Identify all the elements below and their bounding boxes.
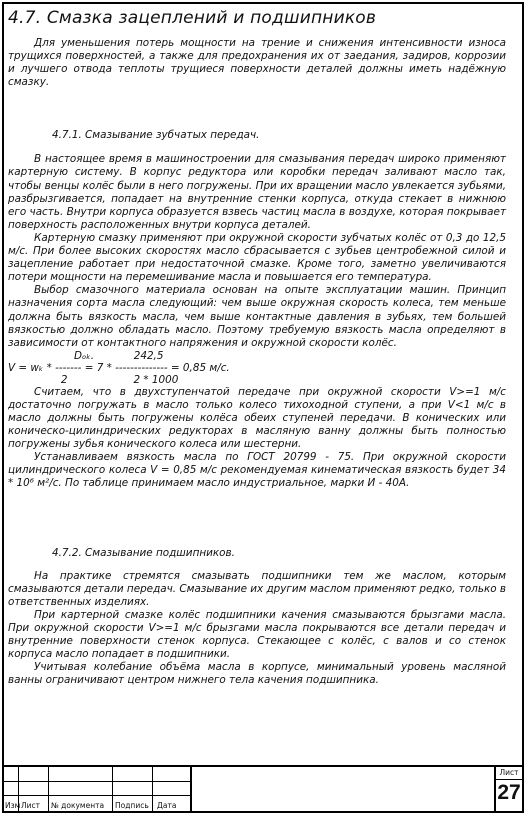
gears-paragraph-3: Выбор смазочного материала основан на опыте эксплуатации машин. Принцип назначения сорта масла следующий: чем выше окружная скорость колеса, тем меньше должна быть вязкость масла, чем выше контактные давления в зубьях, тем большей вязкостью должно обладать масло. Поэтому требуемую вязкость масла определяют в зависимости от контактного напряжения и окружной скорости колёс. <box>8 284 506 349</box>
spacer <box>8 89 506 129</box>
sheet-number-box <box>494 767 522 811</box>
stamp-label-date: Дата <box>157 801 177 810</box>
formula-line-3: 2 2 * 1000 <box>8 373 179 386</box>
stamp-label-document: № документа <box>51 801 105 810</box>
bearings-paragraph-1: На практике стремятся смазывать подшипники тем же маслом, которым смазываются детали передач. Смазывание их другим маслом применяют редко, только в ответственных изделиях. <box>8 569 507 608</box>
formula-line-2: V = wₖ * ------- = 7 * -------------- = 0,85 м/с. <box>8 361 230 374</box>
sheet-number: 27 <box>497 781 521 804</box>
gears-paragraph-2: Картерную смазку применяют при окружной скорости зубчатых колёс от 0,3 до 12,5 м/с. При более высоких скоростях масло сбрасывается с зубьев центробежной силой и зацепление работает при недостаточной смазке. Кроме того, заметно увеличиваются потери мощности на перемешивание масла и повышается его температура. <box>8 231 506 284</box>
gears-paragraph-4: Считаем, что в двухступенчатой передаче при окружной скорости V>=1 м/с достаточно погружать в масло только колесо тихоходной ступени, а при V<1 м/с в масло должны быть погружены колёса обеих ступеней передачи. В конических или коническо-цилиндрических редукторах в масляную ванну должны быть полностью погружены зубья конического колеса или шестерни. <box>8 385 506 451</box>
sheet-label: Лист <box>496 768 522 780</box>
bearings-paragraph-2: При картерной смазке колёс подшипники качения смазываются брызгами масла. При окружной скорости V>=1 м/с брызгами масла покрываются все детали передач и внутренние поверхности стенок корпуса. Стекающее с колёс, с валов и со стенок корпуса масло попадает в подшипники. <box>8 608 506 661</box>
subsection-heading-bearings: 4.7.2. Смазывание подшипников. <box>52 546 235 559</box>
page-content <box>8 8 506 687</box>
title-block-stamp <box>4 765 522 811</box>
gears-paragraph-5: Устанавливаем вязкость масла по ГОСТ 20799 - 75. При окружной скорости цилиндрического колеса V = 0,85 м/с рекомендуемая кинематическая вязкость будет 34 * 10⁶ м²/с. По таблице принимаем масло индустриальное, марки И - 40А. <box>8 451 506 490</box>
section-title: 4.7. Смазка зацеплений и подшипников <box>8 8 377 28</box>
stamp-label-change: Изм <box>5 801 21 810</box>
gears-paragraph-1: В настоящее время в машиностроении для смазывания передач широко применяют картерную систему. В корпус редуктора или коробки передач заливают масло так, чтобы венцы колёс были в него погружены. При их вращении масло увлекается зубьями, разбрызгивается, попадает на внутренние стенки корпуса, откуда стекает в нижнюю его часть. Внутри корпуса образуется взвесь частиц масла в воздухе, которая покрывает поверхность расположенных внутри корпуса деталей. <box>8 153 506 231</box>
formula-line-1: Dₒₖ. 242,5 <box>8 349 164 362</box>
speed-formula <box>8 350 506 386</box>
intro-paragraph: Для уменьшения потерь мощности на трение и снижения интенсивности износа трущихся поверхностей, а также для предохранения их от заедания, задиров, коррозии и лучшего отвода теплоты трущиеся поверхности деталей должны иметь надёжную смазку. <box>8 37 506 89</box>
stamp-label-signature: Подпись <box>115 801 149 810</box>
document-page <box>2 2 524 813</box>
bearings-paragraph-3: Учитывая колебание объёма масла в корпусе, минимальный уровень масляной ванны ограничивают центром нижнего тела качения подшипника. <box>8 661 506 687</box>
subsection-heading-gears: 4.7.1. Смазывание зубчатых передач. <box>52 129 260 142</box>
stamp-label-sheet: Лист <box>21 801 41 810</box>
spacer <box>8 491 506 547</box>
stamp-labels <box>4 797 190 811</box>
stamp-grid <box>4 767 192 811</box>
